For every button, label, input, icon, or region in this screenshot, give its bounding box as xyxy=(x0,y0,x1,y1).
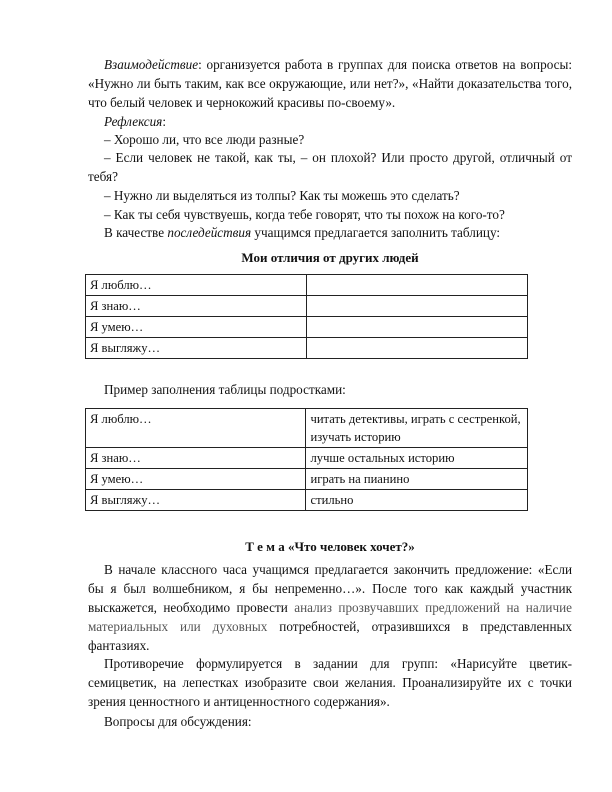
theme-title: «Что человек хочет?» xyxy=(288,539,415,554)
row-label-cell: Я знаю… xyxy=(86,296,307,317)
reflection-question-2: – Если человек не такой, как ты, – он плохой? Или просто другой, отличный от тебя? xyxy=(88,150,572,184)
table2-row xyxy=(86,448,528,469)
row-value-cell xyxy=(306,296,527,317)
theme-label: Т е м а xyxy=(245,539,285,554)
theme-heading xyxy=(88,538,572,556)
intro-paragraph xyxy=(88,560,572,655)
row-label-cell: Я знаю… xyxy=(86,448,306,469)
row-value-cell xyxy=(306,317,527,338)
row-value-cell: играть на пианино xyxy=(306,469,528,490)
aftereffect-prefix: В качестве xyxy=(104,225,168,240)
row-label-cell: Я выгляжу… xyxy=(86,338,307,359)
row-label-cell: Я умею… xyxy=(86,317,307,338)
interaction-label: Взаимодействие xyxy=(104,57,199,72)
intro-text-highlight: анализ прозвучавших предложений на наличие материальных или духовных xyxy=(88,600,572,634)
row-value-cell: стильно xyxy=(306,490,528,511)
table2-row xyxy=(86,409,528,448)
reflection-question-3: – Нужно ли выделяться из толпы? Как ты можешь это сделать? xyxy=(104,188,460,203)
table2-row xyxy=(86,490,528,511)
row-value-cell xyxy=(306,275,527,296)
row-label-cell: Я люблю… xyxy=(86,275,307,296)
table1-row xyxy=(86,338,528,359)
row-label-cell: Я люблю… xyxy=(86,409,306,448)
discussion-intro: Вопросы для обсуждения: xyxy=(104,714,252,729)
reflection-heading xyxy=(88,112,572,131)
reflection-question-1: – Хорошо ли, что все люди разные? xyxy=(104,132,305,147)
example-table xyxy=(85,408,528,511)
table1-title: Мои отличия от других людей xyxy=(241,250,419,265)
table1-row xyxy=(86,296,528,317)
aftereffect-label: последействия xyxy=(167,225,252,240)
differences-table xyxy=(85,274,528,359)
aftereffect-suffix: учащимся предлагается заполнить таблицу: xyxy=(251,225,501,240)
table1-row xyxy=(86,317,528,338)
row-value-cell: лучше остальных историю xyxy=(306,448,528,469)
interaction-text: : организуется работа в группах для поиска ответов на вопросы: «Нужно ли быть таким, как все окружающие, или нет?», «Найти доказательства того, что белый человек и чернокожий красивы по-своему». xyxy=(88,57,572,110)
row-value-cell xyxy=(306,338,527,359)
example-intro: Пример заполнения таблицы подростками: xyxy=(104,382,346,397)
contradiction-paragraph: Противоречие формулируется в задании для групп: «Нарисуйте цветик-семицветик, на лепестках изобразите свои желания. Проанализируйте их с точки зрения ценностного и антиценностного содержания». xyxy=(88,656,572,709)
intro-text-a: В начале классного часа учащимся предлагается закончить предложение: «Если бы я был волшебником, я бы непременно…». После того как каждый участник выскажется, необходимо провести xyxy=(88,562,572,615)
aftereffect-paragraph xyxy=(88,223,572,242)
table2-row xyxy=(86,469,528,490)
reflection-label: Рефлексия xyxy=(104,114,163,129)
intro-text-b: потребностей, отразившихся в представленных фантазиях. xyxy=(88,619,572,653)
row-value-cell: читать детективы, играть с сестренкой, изучать историю xyxy=(306,409,528,448)
reflection-colon: : xyxy=(162,114,166,129)
row-label-cell: Я умею… xyxy=(86,469,306,490)
interaction-paragraph xyxy=(88,55,572,112)
row-label-cell: Я выгляжу… xyxy=(86,490,306,511)
reflection-question-4: – Как ты себя чувствуешь, когда тебе говорят, что ты похож на кого-то? xyxy=(104,207,505,222)
table1-row xyxy=(86,275,528,296)
